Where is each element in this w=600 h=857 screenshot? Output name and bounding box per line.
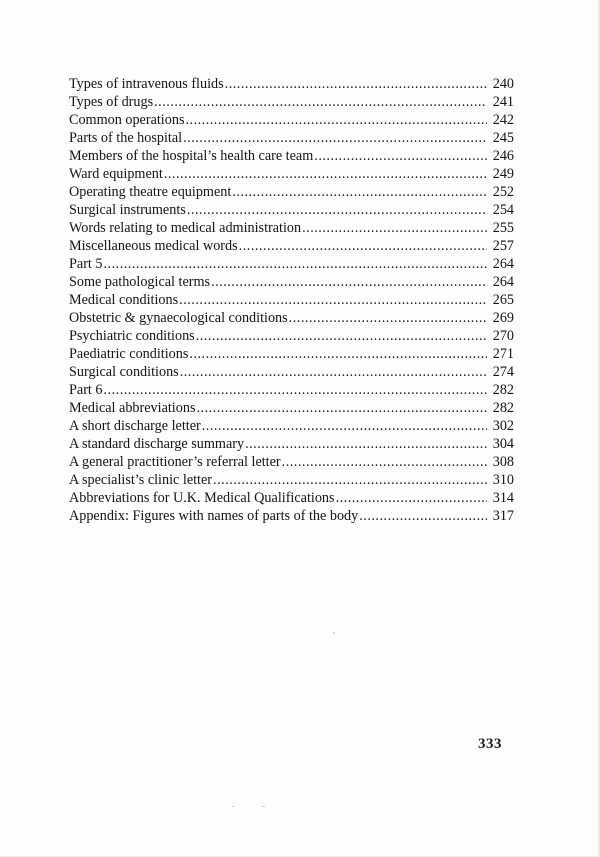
scan-speck — [232, 806, 234, 807]
toc-entry-page: 269 — [492, 310, 514, 326]
toc-dot-leader — [289, 309, 487, 327]
toc-dot-leader — [202, 417, 487, 435]
toc-dot-leader — [104, 255, 488, 273]
toc-entry-page: 255 — [492, 220, 514, 236]
toc-entry — [69, 165, 514, 183]
toc-entry-page: 245 — [492, 130, 514, 146]
toc-entry-page: 282 — [492, 400, 514, 416]
toc-entry-title: A standard discharge summary — [69, 436, 245, 452]
toc-dot-leader — [282, 453, 487, 471]
toc-entry — [69, 489, 514, 507]
toc-entry-page: 242 — [492, 112, 514, 128]
page-number: 333 — [478, 736, 502, 752]
toc-entry — [69, 201, 514, 219]
toc-entry — [69, 417, 514, 435]
toc-dot-leader — [359, 507, 487, 525]
toc-entry-page: 302 — [492, 418, 514, 434]
toc-entry — [69, 93, 514, 111]
toc-dot-leader — [232, 183, 487, 201]
toc-entry-title: Part 6 — [69, 382, 103, 398]
toc-entry-title: Part 5 — [69, 256, 103, 272]
toc-entry-title: Parts of the hospital — [69, 130, 183, 146]
toc-entry-page: 274 — [492, 364, 514, 380]
toc-dot-leader — [239, 237, 487, 255]
toc-dot-leader — [196, 327, 487, 345]
toc-dot-leader — [196, 399, 487, 417]
toc-entry-page: 254 — [492, 202, 514, 218]
toc-entry-title: A specialist’s clinic letter — [69, 472, 213, 488]
toc-entry-page: 304 — [492, 436, 514, 452]
toc-entry-page: 264 — [492, 274, 514, 290]
toc-entry-title: Operating theatre equipment — [69, 184, 232, 200]
toc-entry-page: 270 — [492, 328, 514, 344]
toc-entry-page: 241 — [492, 94, 514, 110]
toc-entry — [69, 381, 514, 399]
toc-entry — [69, 129, 514, 147]
toc-dot-leader — [211, 273, 487, 291]
toc-entry-page: 257 — [492, 238, 514, 254]
toc-dot-leader — [183, 129, 487, 147]
toc-dot-leader — [314, 147, 487, 165]
toc-entry — [69, 291, 514, 309]
toc-entry — [69, 147, 514, 165]
toc-entry-title: Paediatric conditions — [69, 346, 189, 362]
toc-entry — [69, 255, 514, 273]
toc-entry — [69, 507, 514, 525]
toc-entry — [69, 111, 514, 129]
toc-entry-title: A short discharge letter — [69, 418, 201, 434]
toc-dot-leader — [225, 75, 487, 93]
toc-entry-page: 308 — [492, 454, 514, 470]
toc-entry-title: Surgical instruments — [69, 202, 186, 218]
toc-entry-title: Miscellaneous medical words — [69, 238, 238, 254]
toc-entry-title: Psychiatric conditions — [69, 328, 195, 344]
toc-entry-title: Appendix: Figures with names of parts of the body — [69, 508, 359, 524]
toc-entry-page: 282 — [492, 382, 514, 398]
toc-dot-leader — [187, 201, 487, 219]
table-of-contents — [69, 75, 514, 525]
toc-entry-page: 264 — [492, 256, 514, 272]
toc-dot-leader — [189, 345, 487, 363]
toc-entry — [69, 327, 514, 345]
toc-entry-page: 265 — [492, 292, 514, 308]
toc-entry-title: Abbreviations for U.K. Medical Qualifications — [69, 490, 335, 506]
toc-entry — [69, 471, 514, 489]
toc-entry-page: 252 — [492, 184, 514, 200]
toc-entry-title: Words relating to medical administration — [69, 220, 302, 236]
toc-entry-title: A general practitioner’s referral letter — [69, 454, 281, 470]
toc-entry-title: Medical abbreviations — [69, 400, 196, 416]
toc-entry-title: Obstetric & gynaecological conditions — [69, 310, 288, 326]
toc-entry-title: Some pathological terms — [69, 274, 211, 290]
scan-speck — [333, 632, 335, 634]
toc-dot-leader — [164, 165, 487, 183]
toc-entry-title: Common operations — [69, 112, 185, 128]
toc-entry-page: 310 — [492, 472, 514, 488]
toc-entry-page: 314 — [492, 490, 514, 506]
toc-dot-leader — [154, 93, 487, 111]
toc-dot-leader — [180, 363, 487, 381]
toc-entry-title: Ward equipment — [69, 166, 163, 182]
toc-entry — [69, 363, 514, 381]
toc-entry — [69, 237, 514, 255]
toc-entry-page: 317 — [492, 508, 514, 524]
toc-entry — [69, 309, 514, 327]
toc-dot-leader — [179, 291, 487, 309]
toc-dot-leader — [185, 111, 487, 129]
toc-dot-leader — [245, 435, 487, 453]
toc-entry — [69, 435, 514, 453]
toc-dot-leader — [104, 381, 488, 399]
toc-entry-title: Types of intravenous fluids — [69, 76, 224, 92]
toc-entry-page: 240 — [492, 76, 514, 92]
toc-entry-title: Members of the hospital’s health care team — [69, 148, 314, 164]
toc-entry — [69, 219, 514, 237]
toc-entry — [69, 345, 514, 363]
scan-speck — [262, 806, 265, 807]
toc-entry — [69, 399, 514, 417]
toc-dot-leader — [302, 219, 487, 237]
toc-entry-page: 246 — [492, 148, 514, 164]
toc-entry-page: 249 — [492, 166, 514, 182]
toc-entry-page: 271 — [492, 346, 514, 362]
toc-entry-title: Types of drugs — [69, 94, 154, 110]
toc-entry — [69, 273, 514, 291]
toc-entry-title: Medical conditions — [69, 292, 179, 308]
toc-entry-title: Surgical conditions — [69, 364, 179, 380]
toc-dot-leader — [336, 489, 487, 507]
toc-entry — [69, 75, 514, 93]
toc-dot-leader — [213, 471, 487, 489]
toc-entry — [69, 183, 514, 201]
toc-entry — [69, 453, 514, 471]
